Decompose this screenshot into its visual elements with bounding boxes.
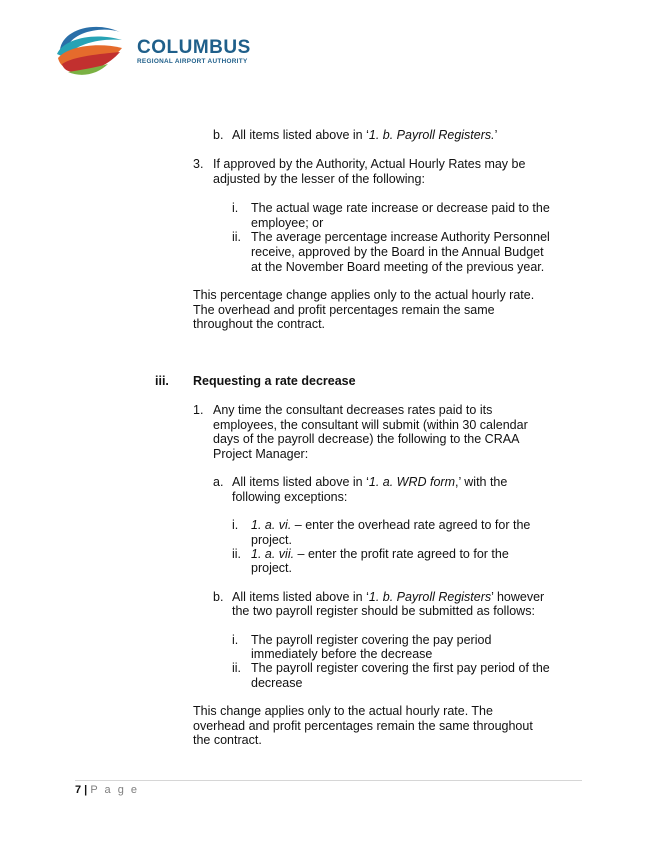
list-item-text: 1. a. vi. – enter the overhead rate agreed to for the bbox=[251, 518, 531, 532]
list-marker: b. bbox=[213, 590, 224, 604]
columbus-logo-icon bbox=[54, 20, 124, 78]
list-marker: b. bbox=[213, 128, 224, 142]
paragraph-text: This change applies only to the actual hourly rate. The bbox=[193, 704, 493, 718]
list-item-text: All items listed above in ‘1. b. Payroll Registers’ however bbox=[232, 590, 545, 604]
list-marker: i. bbox=[232, 518, 239, 532]
list-item-text: project. bbox=[251, 561, 292, 575]
list-item-text: The actual wage rate increase or decrease paid to the bbox=[251, 201, 550, 215]
list-item-text: employee; or bbox=[251, 216, 324, 230]
list-item-text: decrease bbox=[251, 676, 303, 690]
paragraph-text: The overhead and profit percentages remain the same bbox=[193, 303, 495, 317]
list-item-text: The average percentage increase Authority Personnel bbox=[251, 230, 550, 244]
list-item-text: adjusted by the lesser of the following: bbox=[213, 172, 425, 186]
list-marker: ii. bbox=[232, 230, 242, 244]
list-marker: i. bbox=[232, 201, 239, 215]
footer-separator: | bbox=[81, 784, 91, 796]
list-item-text: The payroll register covering the first pay period of the bbox=[251, 661, 550, 675]
list-item-text: following exceptions: bbox=[232, 490, 348, 504]
paragraph-text: throughout the contract. bbox=[193, 317, 326, 331]
list-marker: ii. bbox=[232, 547, 242, 561]
list-item-text: the two payroll register should be submitted as follows: bbox=[232, 604, 535, 618]
page-number: 7 bbox=[75, 784, 82, 796]
footer-divider bbox=[75, 780, 582, 781]
list-marker: i. bbox=[232, 633, 239, 647]
list-marker: a. bbox=[213, 475, 224, 489]
list-marker: 1. bbox=[193, 403, 204, 417]
list-item-text: project. bbox=[251, 533, 292, 547]
list-item-text: days of the payroll decrease) the following to the CRAA bbox=[213, 432, 520, 446]
paragraph-text: This percentage change applies only to the actual hourly rate. bbox=[193, 288, 535, 302]
list-item-text: Any time the consultant decreases rates paid to its bbox=[213, 403, 493, 417]
list-marker: ii. bbox=[232, 661, 242, 675]
section-heading: Requesting a rate decrease bbox=[193, 374, 356, 388]
logo-tagline: REGIONAL AIRPORT AUTHORITY bbox=[137, 58, 248, 65]
list-item-text: immediately before the decrease bbox=[251, 647, 433, 661]
list-item-text: employees, the consultant will submit (within 30 calendar bbox=[213, 418, 528, 432]
list-item-text: receive, approved by the Board in the Annual Budget bbox=[251, 245, 544, 259]
list-item-text: All items listed above in ‘1. a. WRD form,’ with the bbox=[232, 475, 508, 489]
list-item-text: 1. a. vii. – enter the profit rate agreed to for the bbox=[251, 547, 509, 561]
page-footer bbox=[75, 784, 139, 796]
list-item-text: If approved by the Authority, Actual Hourly Rates may be bbox=[213, 157, 526, 171]
list-item-text: The payroll register covering the pay period bbox=[251, 633, 492, 647]
paragraph-text: overhead and profit percentages remain the same throughout bbox=[193, 719, 533, 733]
list-item-text: Project Manager: bbox=[213, 447, 309, 461]
list-item-text: at the November Board meeting of the previous year. bbox=[251, 260, 545, 274]
list-item-text: All items listed above in ‘1. b. Payroll Registers.’ bbox=[232, 128, 498, 142]
page-label: P a g e bbox=[90, 784, 139, 796]
list-marker: 3. bbox=[193, 157, 204, 171]
section-number: iii. bbox=[155, 374, 169, 388]
paragraph-text: the contract. bbox=[193, 733, 262, 747]
logo-wordmark: COLUMBUS bbox=[137, 37, 251, 58]
